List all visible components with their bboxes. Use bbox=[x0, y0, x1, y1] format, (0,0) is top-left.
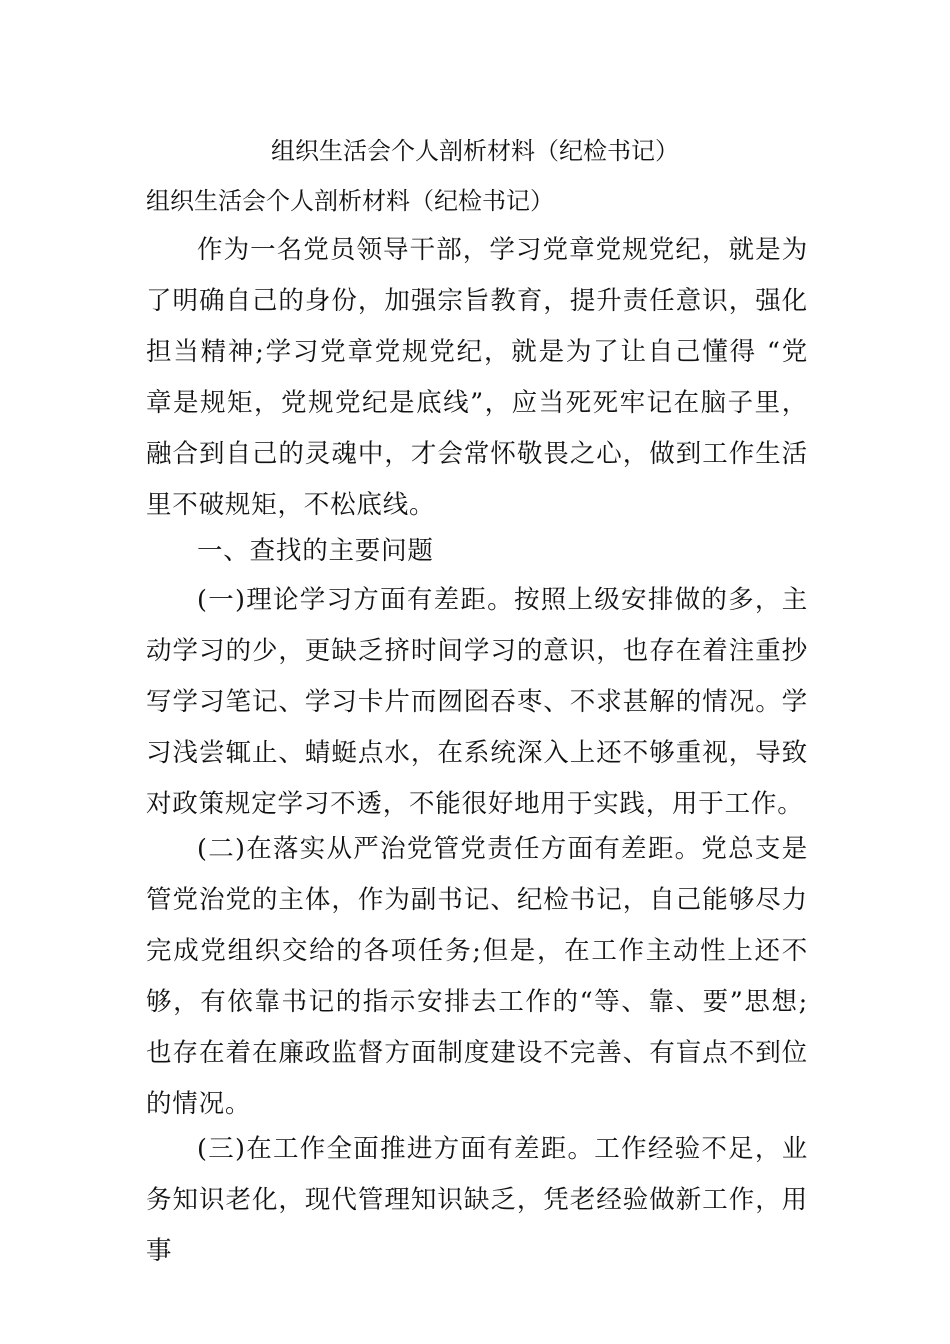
document-subtitle: 组织生活会个人剖析材料（纪检书记） bbox=[146, 187, 554, 215]
problem-item-theory-study: (一)理论学习方面有差距。按照上级安排做的多，主动学习的少，更缺乏挤时间学习的意识，也存在着注重抄写学习笔记、学习卡片而囫囵吞枣、不求甚解的情况。学习浅尝辄止、蜻蜓点水，在系统深入上还不够重视，导致对政策规定学习不透，不能很好地用于实践，用于工作。 bbox=[146, 585, 808, 819]
document-title: 组织生活会个人剖析材料（纪检书记） bbox=[271, 137, 679, 165]
problem-item-work-progress: (三)在工作全面推进方面有差距。工作经验不足，业务知识老化，现代管理知识缺乏，凭老经验做新工作，用事 bbox=[146, 1134, 808, 1266]
problem-item-party-discipline: (二)在落实从严治党管党责任方面有差距。党总支是管党治党的主体，作为副书记、纪检书记，自己能够尽力完成党组织交给的各项任务;但是，在工作主动性上还不够，有依靠书记的指示安排去工作的“等、靠、要”思想;也存在着在廉政监督方面制度建设不完善、有盲点不到位的情况。 bbox=[146, 834, 808, 1119]
intro-paragraph: 作为一名党员领导干部，学习党章党规党纪，就是为了明确自己的身份，加强宗旨教育，提升责任意识，强化担当精神;学习党章党规党纪，就是为了让自己懂得 “党章是规矩，党规党纪是底线”，应当死死牢记在脑子里，融合到自己的灵魂中，才会常怀敬畏之心，做到工作生活里不破规矩，不松底线。 bbox=[146, 235, 808, 520]
section-heading-problems: 一、查找的主要问题 bbox=[197, 536, 434, 566]
